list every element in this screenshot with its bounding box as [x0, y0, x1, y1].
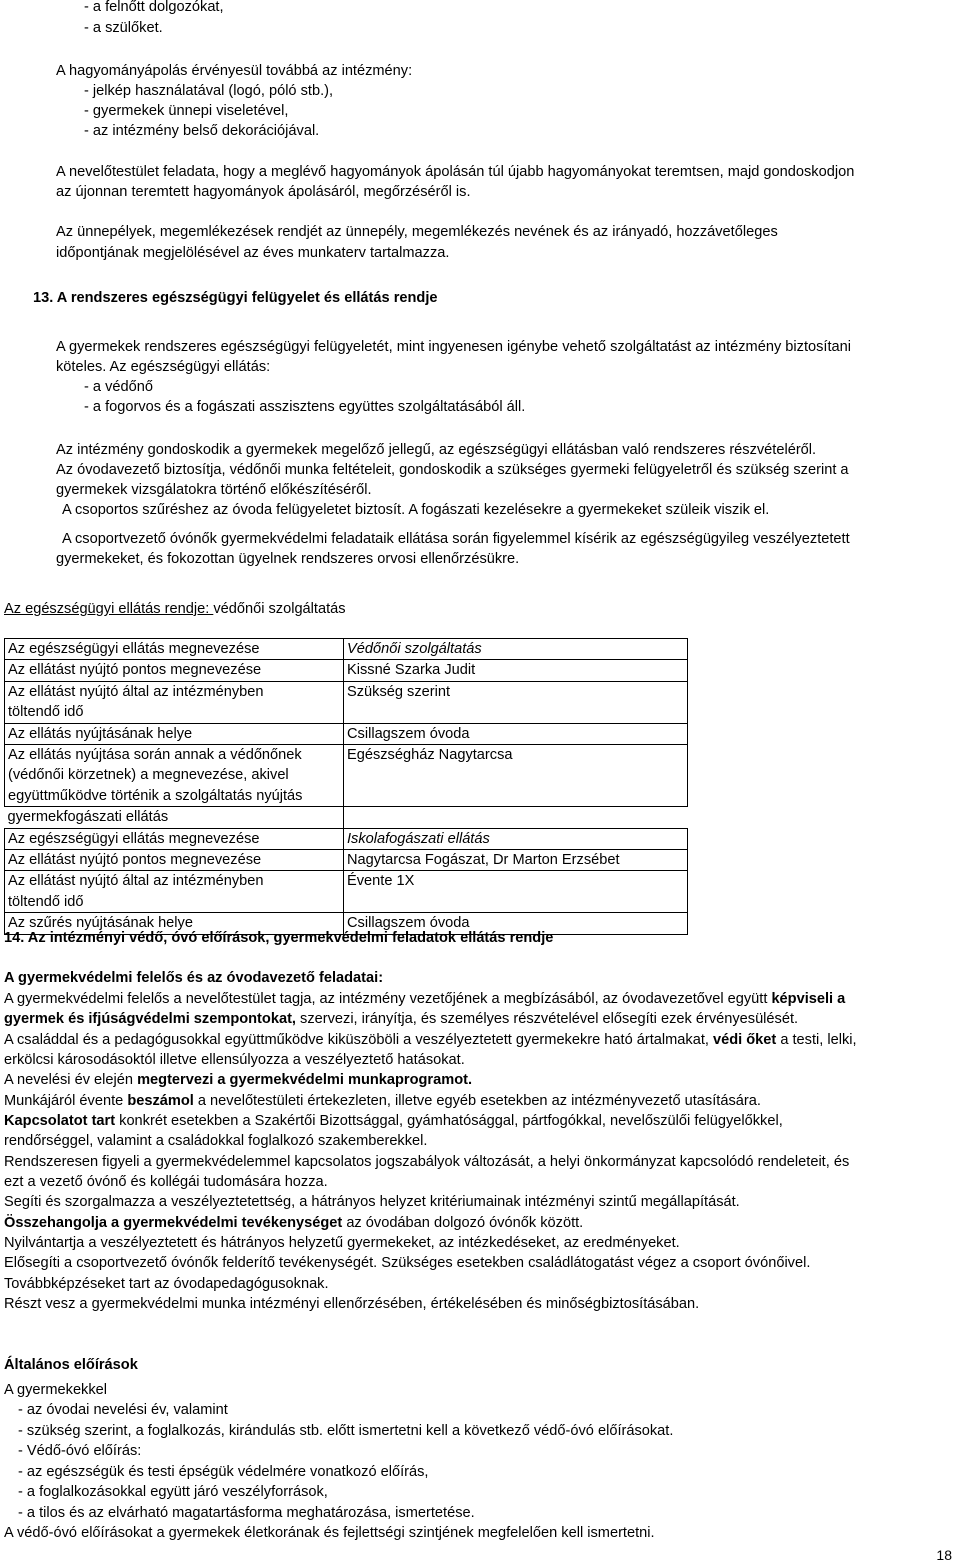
- paragraph: Rendszeresen figyeli a gyermekvédelemmel kapcsolatos jogszabályok változását, a helyi önkormányzat kapcsolódó rendeleteit, és: [4, 1154, 850, 1170]
- general-title: Általános előírások: [4, 1357, 138, 1373]
- paragraph: Kapcsolatot tart konkrét esetekben a Szakértői Bizottsággal, gyámhatósággal, pártfogókkal, nevelőszülői felügyelőkkel,: [4, 1113, 783, 1129]
- paragraph: Összehangolja a gyermekvédelmi tevékenységet az óvodában dolgozó óvónők között.: [4, 1215, 584, 1231]
- list-item: - szükség szerint, a foglalkozás, kirándulás stb. előtt ismertetni kell a következő védő-óvó előírásokat.: [18, 1423, 674, 1439]
- section-14-title: 14. Az intézményi védő, óvó előírások, gyermekvédelmi feladatok ellátás rendje: [4, 930, 554, 946]
- table-row: [5, 871, 688, 913]
- table-cell-value: Iskolafogászati ellátás: [344, 828, 688, 849]
- paragraph: Továbbképzéseket tart az óvodapedagógusoknak.: [4, 1276, 329, 1292]
- table-cell-value: Csillagszem óvoda: [344, 913, 688, 934]
- table-cell-label: Az egészségügyi ellátás megnevezése: [5, 639, 344, 660]
- list-item: - Védő-óvó előírás:: [18, 1443, 142, 1459]
- table-cell-label: Az egészségügyi ellátás megnevezése: [5, 828, 344, 849]
- table-row: [5, 660, 688, 681]
- paragraph-staff-cont: az újonnan teremtett hagyományok ápolásáról, megőrzéséről is.: [56, 184, 471, 200]
- table-cell-label: Az ellátás nyújtásának helye: [5, 723, 344, 744]
- table-row: [5, 639, 688, 660]
- paragraph: A gyermekvédelmi felelős a nevelőtestület tagja, az intézmény vezetőjének a megbízásából, az óvodavezetővel együtt képviseli a: [4, 991, 846, 1007]
- table-row: [5, 681, 688, 723]
- paragraph: köteles. Az egészségügyi ellátás:: [56, 359, 271, 375]
- table-cell-value: Szükség szerint: [344, 681, 688, 723]
- table-cell-value: Védőnői szolgáltatás: [344, 639, 688, 660]
- table-heading: [4, 599, 346, 620]
- list-item: - jelkép használatával (logó, póló stb.),: [84, 83, 334, 99]
- list-item: - az egészségük és testi épségük védelmére vonatkozó előírás,: [18, 1464, 429, 1480]
- paragraph-staff: A nevelőtestület feladata, hogy a meglévő hagyományok ápolásán túl újabb hagyományokat teremtsen, majd gondoskodjon: [56, 164, 855, 180]
- table-cell-value: Kissné Szarka Judit: [344, 660, 688, 681]
- paragraph: Az intézmény gondoskodik a gyermekek megelőző jellegű, az egészségügyi ellátásban való rendszeres részvételéről.: [56, 442, 817, 458]
- table-cell-value: Nagytarcsa Fogászat, Dr Marton Erzsébet: [344, 850, 688, 871]
- table-cell-label: Az szűrés nyújtásának helye: [5, 913, 344, 934]
- paragraph: Elősegíti a csoportvezető óvónők felderítő tevékenységét. Szükséges esetekben családlátogatást végez a csoport óvónőivel.: [4, 1255, 811, 1271]
- table-group-label: gyermekfogászati ellátás: [5, 807, 344, 828]
- table-row: [5, 723, 688, 744]
- list-item: - a felnőtt dolgozókat,: [84, 0, 224, 15]
- list-item: - gyermekek ünnepi viseletével,: [84, 103, 289, 119]
- paragraph: gyermekeket, és fokozottan ügyelnek rendszeres orvosi ellenőrzésükre.: [56, 551, 520, 567]
- paragraph: rendőrséggel, valamint a családokkal foglalkozó szakemberekkel.: [4, 1133, 428, 1149]
- list-item: - a tilos és az elvárható magatartásforma meghatározása, ismertetése.: [18, 1505, 475, 1521]
- paragraph: ezt a vezető óvónő és kollégái tudomására hozza.: [4, 1174, 328, 1190]
- paragraph: Részt vesz a gyermekvédelmi munka intézményi ellenőrzésében, értékelésében és minőségbiztosításában.: [4, 1296, 700, 1312]
- section-13-title: 13. A rendszeres egészségügyi felügyelet és ellátás rendje: [33, 290, 438, 306]
- paragraph: gyermekek vizsgálatokra történő előkészítéséről.: [56, 482, 372, 498]
- list-item: - a védőnő: [84, 379, 153, 395]
- table-cell-label: Az ellátás nyújtása során annak a védőnőnek (védőnői körzetnek) a megnevezése, akivel együttműködve történik a szolgáltatás nyújtás: [5, 745, 344, 807]
- table-row: [5, 745, 688, 807]
- paragraph: A csoportos szűréshez az óvoda felügyeletet biztosít. A fogászati kezelésekre a gyermekeket szüleik viszik el.: [62, 502, 770, 518]
- paragraph: A családdal és a pedagógusokkal együttműködve kiküszöböli a veszélyeztetett gyermekekre ható ártalmakat, védi őket a testi, lelki,: [4, 1032, 857, 1048]
- health-care-table: [4, 638, 688, 935]
- section-14-subtitle: A gyermekvédelmi felelős és az óvodavezető feladatai:: [4, 970, 384, 986]
- paragraph: A gyermekek rendszeres egészségügyi felügyeletét, mint ingyenesen igénybe vehető szolgáltatást az intézmény biztosítani: [56, 339, 852, 355]
- table-cell-label: Az ellátást nyújtó pontos megnevezése: [5, 850, 344, 871]
- paragraph: Munkájáról évente beszámol a nevelőtestületi értekezleten, illetve egyéb esetekben az intézményvezető utasítására.: [4, 1093, 761, 1109]
- list-item: - az óvodai nevelési év, valamint: [18, 1402, 228, 1418]
- paragraph: A védő-óvó előírásokat a gyermekek életkorának és fejlettségi szintjének megfelelően kell ismertetni.: [4, 1525, 655, 1541]
- paragraph: A csoportvezető óvónők gyermekvédelmi feladataik ellátása során figyelemmel kísérik az egészségügyileg veszélyeztetett: [62, 531, 850, 547]
- paragraph: A gyermekekkel: [4, 1382, 108, 1398]
- table-heading-underlined: Az egészségügyi ellátás rendje:: [4, 601, 214, 617]
- tradition-intro: A hagyományápolás érvényesül továbbá az intézmény:: [56, 63, 413, 79]
- paragraph: gyermek és ifjúságvédelmi szempontokat, szervezi, irányítja, és személyes részvételével elősegíti ezek érvényesülését.: [4, 1011, 799, 1027]
- paragraph-events-cont: időpontjának megjelölésével az éves munkaterv tartalmazza.: [56, 245, 450, 261]
- list-item: - a foglalkozásokkal együtt járó veszélyforrások,: [18, 1484, 328, 1500]
- table-cell-label: Az ellátást nyújtó által az intézményben töltendő idő: [5, 871, 344, 913]
- page-number: 18: [936, 1547, 952, 1563]
- paragraph: Az óvodavezető biztosítja, védőnői munka feltételeit, gondoskodik a szükséges gyermeki felügyeletről és szükség szerint a: [56, 462, 849, 478]
- table-group-row: [5, 807, 688, 828]
- table-row: [5, 850, 688, 871]
- table-heading-rest: védőnői szolgáltatás: [213, 601, 346, 617]
- table-row: [5, 828, 688, 849]
- list-item: - a fogorvos és a fogászati asszisztens együttes szolgáltatásából áll.: [84, 399, 526, 415]
- paragraph: Segíti és szorgalmazza a veszélyeztetettség, a hátrányos helyzet kritériumainak intézményi szintű megállapítását.: [4, 1194, 740, 1210]
- paragraph: A nevelési év elején megtervezi a gyermekvédelmi munkaprogramot.: [4, 1072, 473, 1088]
- paragraph-events: Az ünnepélyek, megemlékezések rendjét az ünnepély, megemlékezés nevének és az irányadó, hozzávetőleges: [56, 224, 778, 240]
- paragraph: erkölcsi károsodásoktól illetve ellensúlyozza a veszélyeztető hatásokat.: [4, 1052, 465, 1068]
- paragraph: Nyilvántartja a veszélyeztetett és hátrányos helyzetű gyermekeket, az intézkedéseket, az eredményeket.: [4, 1235, 680, 1251]
- table-cell-value: Évente 1X: [344, 871, 688, 913]
- table-cell-label: Az ellátást nyújtó által az intézményben töltendő idő: [5, 681, 344, 723]
- table-cell-label: Az ellátást nyújtó pontos megnevezése: [5, 660, 344, 681]
- list-item: - az intézmény belső dekorációjával.: [84, 123, 320, 139]
- table-cell-value: Csillagszem óvoda: [344, 723, 688, 744]
- list-item: - a szülőket.: [84, 20, 163, 36]
- table-cell-value: Egészségház Nagytarcsa: [344, 745, 688, 807]
